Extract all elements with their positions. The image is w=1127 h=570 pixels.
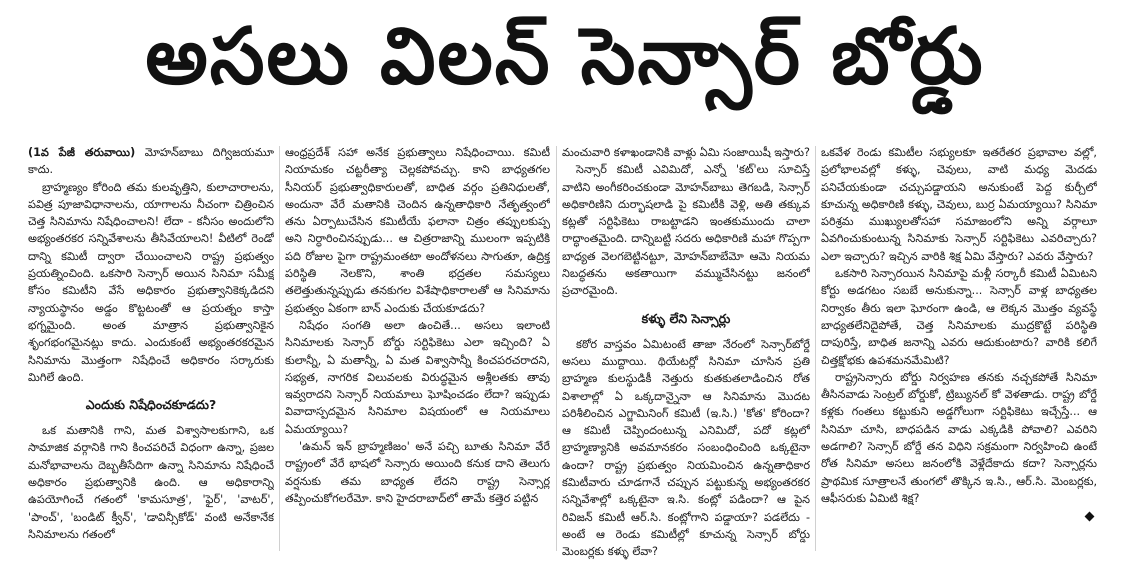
article-column-2	[285, 144, 550, 562]
paragraph: ఆంధ్రప్రదేశ్ సహా అనేక ప్రభుత్వాలు నిషేధించాయి. కమిటీ నియామకం చట్టరీత్యా చెల్లకపోవచ్చు. కాని బాధ్యతగల సీనియర్ ప్రభుత్వాధికారులతో, బాధిత వర్గం ప్రతినిధులతో, అందునా వేరే మతానికి చెందిన ఉన్నతాధికారి నేతృత్వంలో తను ఏర్పాటుచేసిన కమిటీయే ఫలానా చిత్రం తప్పులకుప్ప అని నిర్ధారించినప్పుడు... ఆ చిత్రరాజాన్ని ములంగా ఇప్పటికి పది రోజుల పైగా రాష్ట్రమంతటా అందోళనలు సాగుతూ, ఉద్రిక్త పరిస్థితి నెలకొని, శాంతి భద్రతల సమస్యలు తలెత్తుతున్నప్పుడు తనకుగల విశేషాధికారాలతో ఆ సినిమాను ప్రభుత్వం ఏకంగా బాన్ ఎందుకు చేయకూడదు?	[285, 146, 550, 315]
paragraph: ఒక మతానికి గాని, మత విశ్వాసాలకుగాని, ఒక సామాజిక వర్గానికి గాని కించపరిచే విధంగా ఉన్నా, ప్రజల మనోభావాలను దెబ్బతీసేదిగా ఉన్నా సినిమాను నిషేధించే అధికారం ప్రభుత్వానికి ఉంది. ఆ అధికారాన్ని ఉపయోగించే గతంలో 'కామసూత్ర', 'ఫైర్', 'వాటర్', 'పాంచ్', 'బండిట్ క్వీన్', 'డావిన్సీకోడ్' వంటి అనేకానేక సినిమాలను గతంలో	[28, 424, 274, 541]
paragraph: సెన్సార్ కమిటీ ఎవిమిదో, ఎన్నో 'కట్'లు సూచిస్తే వాటిని అంగీకరించకుండా మోహన్‌బాబు తెగబడి, సెన్సార్ అధికారిణిని దుర్భాషలాడి పై కమిటీకి వెళ్లి, అతి తక్కువ కట్లతో సర్టిఫికెటు రాబట్టాడని ఇంతకుముందు చాలా రాద్ధాంతమైంది. దాన్నిబట్టి సదరు అధికారిణి మహా గొప్పగా బాధ్యత వెలగబెట్టినట్టూ, మోహన్‌బాబేమో ఆమె నియమ నిబద్ధతను అకతాయిగా వమ్ముచేసినట్టు జనంలో ప్రచారమైంది.	[562, 163, 810, 298]
paragraph: 'ఉమన్ ఇన్ బ్రాహ్మణిజం' అనే పచ్చి బూతు సినిమా వేరే రాష్ట్రంలో వేరే భాషలో సెన్సారు అయింది కనుక దాని తెలుగు వర్షనుకు తమ బాధ్యత లేదని రాష్ట్ర సెన్సార్ల తప్పించుకోగలరేమో. కాని హైదరాబాద్‌లో తామే కత్తెర పట్టిన	[285, 440, 550, 505]
continuation-note: (1వ పేజీ తరువాయి)	[28, 146, 136, 159]
article-column-4	[821, 144, 1097, 562]
headline: అసలు విలన్ సెన్సార్ బోర్డు	[145, 11, 985, 102]
section-heading: ఎందుకు నిషేధించకూడదు?	[85, 397, 217, 413]
end-of-article-icon	[1085, 511, 1095, 521]
column-rule-1	[279, 146, 280, 551]
paragraph: కఠోర వాస్తవం ఏమిటంటే తాజా నేరంలో సెన్సార్‌బోర్డే అసలు ముద్దాయి. థియేటర్లో సినిమా చూసిన ప్రతి బ్రాహ్మణ కులస్థుడికీ నెత్తురు కుతకుతలాడించిన రోత విశాలాల్లో ఏ ఒక్కదాన్నైనా ఆ సినిమాను మొదట పరిశీలించిన ఎగ్జామినింగ్ కమిటీ (ఇ.సి.) 'కోత' కోరిందా? ఆ కమిటీ చెప్పిందంటున్న ఎనిమిదో, పదో కట్లలో బ్రాహ్మణ్యానికి అవమానకరం సంబంధించింది ఒక్కటైనా ఉందా? రాష్ట్ర ప్రభుత్వం నియమించిన ఉన్నతాధికార కమిటీవారు చూడగానే చప్పున పట్టుకున్న అభ్యంతరకర సన్నివేశాల్లో ఒక్కటైనా ఇ.సి. కంట్లో పడిందా? ఆ పైన రివిజన్ కమిటీ ఆర్.సి. కంట్లోగాని పడ్డాయా? పడలేదు - అంటే ఆ రెండు కమిటీల్లో కూచున్న సెన్సార్ బోర్డు మెంబర్లకు కళ్ళు లేవా?	[562, 337, 810, 559]
paragraph: మోహన్‌బాబు దిగ్విజయమూ కాదు.	[28, 146, 274, 177]
paragraph: రాష్ట్రసెన్సారు బోర్డు నిర్వహణ తనకు నచ్చకపోతే సినిమా తీసినవాడు సెంట్రల్ బోర్డుకో, ట్రిబ్యునల్ కో వెళతాడు. రాష్ట్ర బోర్డే కళ్లకు గంతలు కట్టుకుని అడ్డగోలుగా సర్టిఫికెటు ఇచ్చేస్తే... ఆ సినిమా చూసి, బాధపడిన వాడు ఎక్కడికి పోవాలి? ఎవరిని అడగాలి? సెన్సార్ బోర్డే తన విధిని సక్రమంగా నిర్వహించి ఉంటే రోత సినిమా అసలు జనంలోకి వెళ్లేదేకాదు కదా? సెన్సార్లను ప్రాథమిక సూత్రాలనే తుంగలో తొక్కిన ఇ.సి., ఆర్.సి. మెంబర్లకు, ఆఫీసరుకు ఏమిటి శిక్ష?	[821, 370, 1097, 505]
column-rule-2	[556, 146, 557, 551]
section-heading: కళ్ళు లేని సెన్సార్లు	[641, 310, 731, 326]
paragraph: ఒకసారి సెన్సారయిన సినిమాపై మళ్లీ సర్కారీ కమిటీ ఏమిటని కోర్టు అడగటం సబబే అనుకున్నా... సెన్సార్ వాళ్ల బాధ్యతల నిర్వాకం తీరు ఇలా ఘోరంగా ఉండి, ఆ లెక్కన మొత్తం వ్యవస్థే బాధ్యతలేనిదైపోతే, చెత్త సినిమాలకు ముద్రకొట్టే పరిస్థితి దాపురిస్తే, బాధిత జనాన్ని ఎవరు ఆదుకుంటారు? వారికి కలిగే చిత్తక్షోభకు ఉపశమనమేమిటి?	[821, 267, 1097, 367]
paragraph: బ్రాహ్మణ్యం కోరింది తమ కులవృత్తిని, కులాచారాలను, పవిత్ర పూజావిధానాలను, యాగాలను నీచంగా చిత్రించిన చెత్త సినిమాను నిషేధించాలని! లేదా - కనీసం అందులోని అభ్యంతరకర సన్నివేశాలను తీసివేయాలని! వీటిలో రెండో దాన్ని కమిటీ ద్వారా చేయించాలని రాష్ట్ర ప్రభుత్వం ప్రయత్నించింది. ఒకసారి సెన్సార్ అయిన సినిమా సమీక్ష కోసం కమిటీని వేసే అధికారం ప్రభుత్వానికెక్కడిదని న్యాయస్థానం అడ్డం కొట్టటంతో ఆ ప్రయత్నం కాస్తా భగ్నమైంది. అంత మాత్రాన ప్రభుత్వానికైన శృంగభంగమైనట్లు కాదు. ఎందుకంటే అభ్యంతరకరమైన సినిమాను మొత్తంగా నిషేధించే అధికారం సర్కారుకు మిగిలే ఉంది.	[28, 180, 274, 384]
paragraph: మంచువారి కళాఖండానికి వాళ్లు ఏమి సంజాయిషీ ఇస్తారు?	[562, 146, 810, 159]
column-rule-3	[815, 146, 816, 551]
article-column-1	[28, 144, 274, 562]
paragraph: ఒకవేళ రెండు కమిటీల సభ్యులకూ ఇతరేతర ప్రభావాల వల్లో, ప్రలోభాలవల్లో కళ్ళు, చెవులు, వాటి మధ్య మెదడు పనిచేయకుండా చచ్చుపడ్డాయని అనుకుంటే పెద్ద కుర్చీలో కూచున్న అధికారిణి కళ్ళు, చెవులు, బుర్ర ఏమయ్యాయి? సినిమా పరిశ్రమ ముఖ్యులతోసహా సమాజంలోని అన్ని వర్గాలూ ఏవగించుకుంటున్న సినిమాకు సెన్సార్ సర్టిఫికెటు ఎవరిచ్చారు? ఎలా ఇచ్చారు? ఇచ్చిన వారికి శిక్ష ఏమి వేస్తారు? ఎవరు వేస్తారు?	[821, 146, 1097, 263]
paragraph: నిషేధం సంగతి అలా ఉంచితే... అసలు ఇలాంటి సినిమాలకు సెన్సార్ బోర్డు సర్టిఫికెటు ఎలా ఇచ్చింది? ఏ కులాన్నీ, ఏ మతాన్నీ, ఏ మత విశ్వాసాన్నీ కించపరచరాదని, సభ్యత, నాగరిక విలువలకు విరుద్ధమైన అశ్లీలతకు తావు ఇవ్వరాదని సెన్సార్ నియమాలు ఘోషించడం లేదా? ఇప్పుడు వివాదాస్పదమైన సినిమాల విషయంలో ఆ నియమాలు ఏమయ్యాయి?	[285, 318, 550, 436]
article-column-3	[562, 144, 810, 562]
